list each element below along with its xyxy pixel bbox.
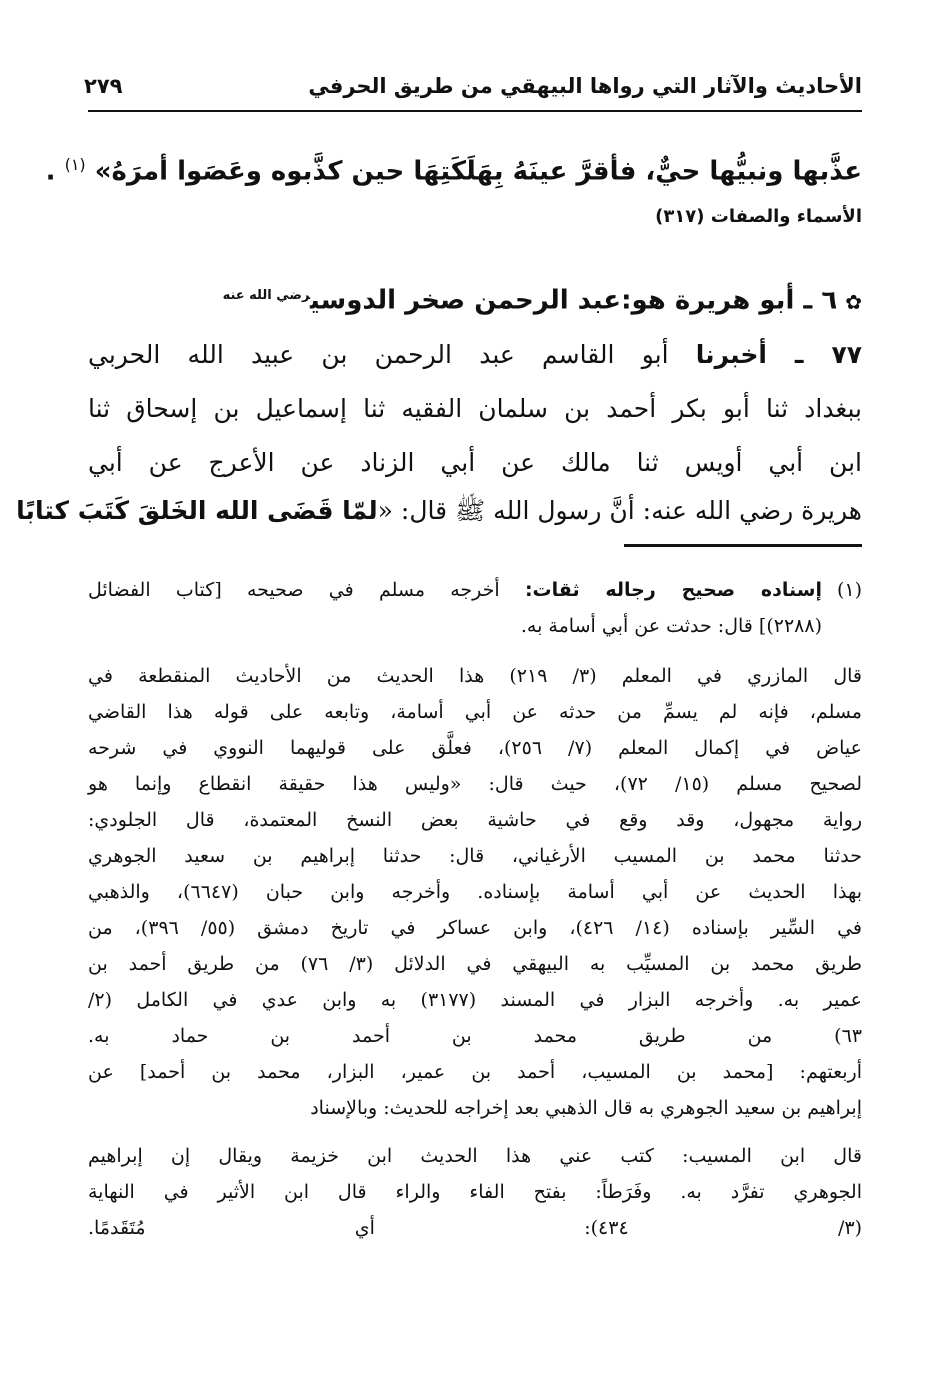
running-header-title: الأحاديث والآثار التي رواها البيهقي من طريق الحرفي	[308, 74, 862, 98]
footnote-reference: (١)	[64, 155, 86, 174]
previous-hadith-text: عذَّبها ونبيُّها حيٌّ، فأقرَّ عينَهُ بِهَلَكَتِهَا حين كذَّبوه وعَصَوا أمرَهُ»	[94, 156, 862, 187]
footnote-line: عياض في إكمال المعلم (٧/ ٢٥٦)، فعلَّق على قوليهما النووي في شرحه	[88, 737, 862, 759]
hadith-matn-bold: لمّا قَضَى الله الخَلقَ كَتَبَ كتابًا	[16, 496, 378, 525]
footnote-line	[88, 571, 822, 609]
footnote-line: الجوهري تفرَّد به. وفَرَطاً: بفتح الفاء والراء قال ابن الأثير في النهاية	[88, 1181, 862, 1203]
footnote-line: (٢٢٨٨)] قال: حدثت عن أبي أسامة به.	[520, 615, 822, 637]
hadith-line: ابن أبي أويس ثنا مالك عن أبي الزناد عن الأعرج عن أبي	[88, 448, 862, 477]
footnote-line: أربعتهم: [محمد بن المسيب، أحمد بن عمير، البزار، محمد بن أحمد] عن	[88, 1061, 862, 1083]
footnote-marker: (١)	[836, 579, 862, 601]
footnote-line: طريق محمد بن المسيِّب به البيهقي في الدلائل (٣/ ٧٦) من طريق أحمد بن	[88, 953, 862, 975]
footnote-grading: إسناده صحيح رجاله ثقات:	[524, 579, 822, 601]
previous-hadith-ending: عذَّبها ونبيُّها حيٌّ، فأقرَّ عينَهُ بِهَلَكَتِهَا حين كذَّبوه وعَصَوا أمرَهُ» $^{(١)}$ .	[45, 155, 862, 187]
hadith-line-text: أبو القاسم عبد الرحمن بن عبيد الله الحربي	[88, 340, 669, 369]
header-rule	[88, 110, 862, 112]
footnote-line: قال المازري في المعلم (٣/ ٢١٩) هذا الحديث من الأحاديث المنقطعة في	[88, 665, 863, 687]
honorific-text: رضي الله عنه	[222, 288, 311, 303]
section-heading	[88, 270, 862, 328]
footnote-line: عمير به. وأخرجه البزار في المسند (٣١٧٧) به وابن عدي في الكامل (٢/	[88, 989, 862, 1011]
hadith-number-lead: ٧٧ ـ أخبرنا	[695, 340, 863, 369]
footnote-line: لصحيح مسلم (١٥/ ٧٢)، حيث قال: «وليس هذا حقيقة انقطاع وإنما هو	[88, 773, 862, 795]
section-heading-text: ٦ ـ أبو هريرة هو:عبد الرحمن صخر الدوسي	[310, 285, 838, 316]
footnote-line: ٦٣) من طريق محمد بن أحمد بن حماد به.	[88, 1025, 862, 1047]
page-number: ٢٧٩	[84, 74, 123, 98]
flower-icon: ✿	[845, 289, 862, 314]
footnote-separator	[624, 544, 862, 547]
footnote-line: مسلم، فإنه لم يسمِّ من حدثه عن أبي أسامة، وتابعه على قوله هذا القاضي	[88, 701, 862, 723]
hadith-line	[88, 328, 862, 382]
hadith-line	[16, 484, 862, 538]
footnote-line: (٣/ ٤٣٤): أي مُتَقَدمًا.	[88, 1217, 862, 1239]
footnote-line: إبراهيم بن سعيد الجوهري به قال الذهبي بعد إخراجه للحديث: وبالإسناد	[310, 1097, 862, 1119]
footnote-line: قال ابن المسيب: كتب عني هذا الحديث ابن خزيمة ويقال إن إبراهيم	[88, 1145, 862, 1167]
footnote-line: حدثنا محمد بن المسيب الأرغياني، قال: حدثنا إبراهيم بن سعيد الجوهري	[88, 845, 862, 867]
footnote-line: في السِّير بإسناده (١٤/ ٤٢٦)، وابن عساكر في تاريخ دمشق (٥٥/ ٣٩٦)، من	[88, 917, 863, 939]
hadith-line-text: هريرة رضي الله عنه: أنَّ رسول الله ﷺ قال: «	[377, 496, 862, 525]
footnote-line: رواية مجهول، وقد وقع في حاشية بعض النسخ المعتمدة، قال الجلودي:	[88, 809, 862, 831]
footnote-line-text: أخرجه مسلم في صحيحه [كتاب الفضائل	[88, 579, 500, 601]
hadith-line: ببغداد ثنا أبو بكر أحمد بن سلمان الفقيه ثنا إسماعيل بن إسحاق ثنا	[88, 394, 862, 423]
source-citation: الأسماء والصفات (٣١٧)	[655, 206, 862, 227]
footnote-line: بهذا الحديث عن أبي أسامة بإسناده. وأخرجه وابن حبان (٦٦٤٧)، والذهبي	[88, 881, 863, 903]
